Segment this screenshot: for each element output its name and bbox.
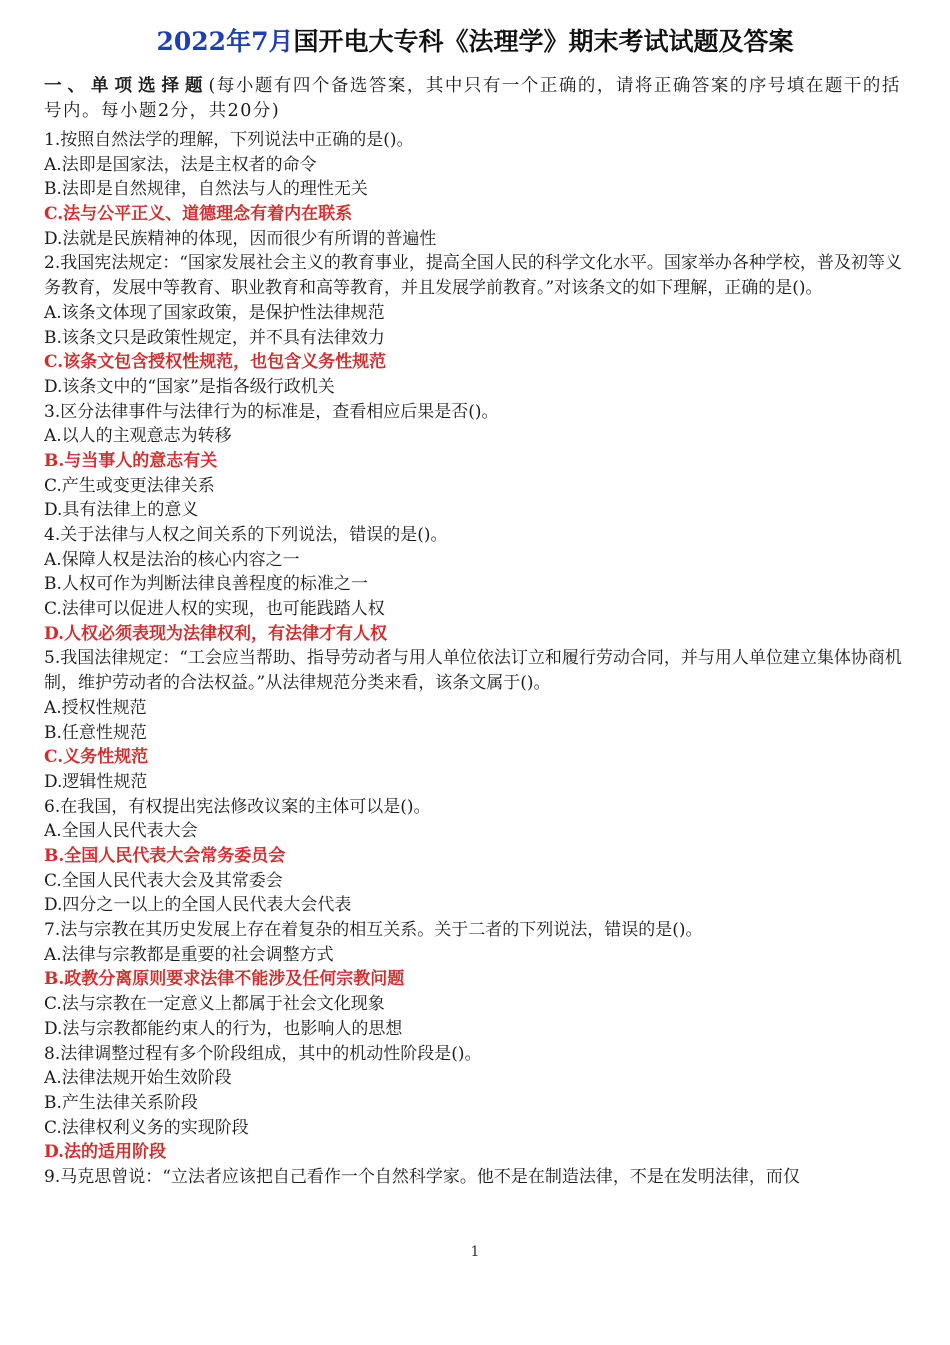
question-block bbox=[44, 918, 916, 1041]
answer-option: A.该条文体现了国家政策，是保护性法律规范 bbox=[44, 302, 385, 323]
question-block bbox=[44, 128, 916, 251]
answer-option: B.产生法律关系阶段 bbox=[44, 1092, 198, 1113]
answer-option: C.法与宗教在一定意义上都属于社会文化现象 bbox=[44, 994, 385, 1015]
correct-answer-option: D.人权必须表现为法律权利，有法律才有人权 bbox=[44, 623, 388, 644]
answer-option: C.产生或变更法律关系 bbox=[44, 475, 215, 496]
question-stem: 1.按照自然法学的理解，下列说法中正确的是()。 bbox=[44, 130, 414, 150]
answer-option: D.该条文中的“国家”是指各级行政机关 bbox=[44, 376, 335, 397]
correct-answer-option: D.法的适用阶段 bbox=[44, 1142, 167, 1163]
answer-option: C.全国人民代表大会及其常委会 bbox=[44, 870, 283, 891]
answer-option: D.具有法律上的意义 bbox=[44, 500, 199, 521]
question-stem: 4.关于法律与人权之间关系的下列说法，错误的是()。 bbox=[44, 525, 448, 546]
answer-option: D.四分之一以上的全国人民代表大会代表 bbox=[44, 895, 352, 916]
page-number: 1 bbox=[470, 1244, 480, 1260]
correct-answer-option: B.与当事人的意志有关 bbox=[44, 450, 218, 471]
page-title bbox=[0, 26, 950, 58]
question-stem: 3.区分法律事件与法律行为的标准是，查看相应后果是否()。 bbox=[44, 401, 499, 422]
answer-option: D.逻辑性规范 bbox=[44, 771, 148, 792]
question-block bbox=[44, 1042, 916, 1165]
answer-option: A.法律法规开始生效阶段 bbox=[44, 1068, 232, 1089]
answer-option: D.法就是民族精神的体现，因而很少有所谓的普遍性 bbox=[44, 228, 437, 249]
question-stem: 8.法律调整过程有多个阶段组成，其中的机动性阶段是()。 bbox=[44, 1043, 482, 1064]
answer-option: B.任意性规范 bbox=[44, 722, 147, 743]
section-header bbox=[44, 74, 916, 124]
title-date: 2022年7月 bbox=[156, 27, 294, 56]
question-block bbox=[44, 251, 916, 399]
answer-option: D.法与宗教都能约束人的行为，也影响人的思想 bbox=[44, 1018, 403, 1039]
correct-answer-option: C.该条文包含授权性规范，也包含义务性规范 bbox=[44, 352, 387, 373]
title-text: 国开电大专科《法理学》期末考试试题及答案 bbox=[293, 27, 794, 56]
answer-option: C.法律权利义务的实现阶段 bbox=[44, 1117, 249, 1138]
answer-option: A.法律与宗教都是重要的社会调整方式 bbox=[44, 944, 334, 965]
question-stem: 9.马克思曾说：“立法者应该把自己看作一个自然科学家。他不是在制造法律，不是在发明法律，而仅 bbox=[44, 1166, 800, 1187]
correct-answer-option: B.全国人民代表大会常务委员会 bbox=[44, 846, 286, 866]
answer-option: B.法即是自然规律，自然法与人的理性无关 bbox=[44, 179, 368, 200]
section-instruction: (每小题有四个备选答案，其中只有一个正确的，请将正确答案的序号填在题干的括号内。每小题2分，共20分) bbox=[44, 76, 901, 121]
question-block bbox=[44, 400, 916, 523]
question-block bbox=[44, 1165, 916, 1190]
answer-option: B.该条文只是政策性规定，并不具有法律效力 bbox=[44, 327, 385, 348]
question-list bbox=[44, 128, 916, 1190]
correct-answer-option: B.政教分离原则要求法律不能涉及任何宗教问题 bbox=[44, 969, 405, 990]
answer-option: A.全国人民代表大会 bbox=[44, 821, 198, 842]
question-stem: 5.我国法律规定：“工会应当帮助、指导劳动者与用人单位依法订立和履行劳动合同，并与用人单位建立集体协商机制，维护劳动者的合法权益。”从法律规范分类来看，该条文属于()。 bbox=[44, 648, 902, 694]
question-stem: 7.法与宗教在其历史发展上存在着复杂的相互关系。关于二者的下列说法，错误的是()。 bbox=[44, 920, 703, 941]
answer-option: A.法即是国家法，法是主权者的命令 bbox=[44, 154, 317, 175]
answer-option: A.授权性规范 bbox=[44, 697, 147, 718]
question-block bbox=[44, 646, 916, 794]
answer-option: A.以人的主观意志为转移 bbox=[44, 426, 232, 447]
question-block bbox=[44, 795, 916, 918]
section-heading: 一、单项选择题 bbox=[44, 76, 209, 96]
answer-option: A.保障人权是法治的核心内容之一 bbox=[44, 549, 300, 570]
question-stem: 2.我国宪法规定：“国家发展社会主义的教育事业，提高全国人民的科学文化水平。国家举办各种学校，普及初等义务教育，发展中等教育、职业教育和高等教育，并且发展学前教育。”对该条文的如下理解，正确的是()。 bbox=[44, 253, 902, 299]
correct-answer-option: C.法与公平正义、道德理念有着内在联系 bbox=[44, 204, 353, 225]
question-block bbox=[44, 523, 916, 646]
answer-option: C.法律可以促进人权的实现，也可能践踏人权 bbox=[44, 599, 385, 620]
answer-option: B.人权可作为判断法律良善程度的标准之一 bbox=[44, 574, 368, 595]
correct-answer-option: C.义务性规范 bbox=[44, 747, 149, 768]
question-stem: 6.在我国，有权提出宪法修改议案的主体可以是()。 bbox=[44, 796, 431, 817]
